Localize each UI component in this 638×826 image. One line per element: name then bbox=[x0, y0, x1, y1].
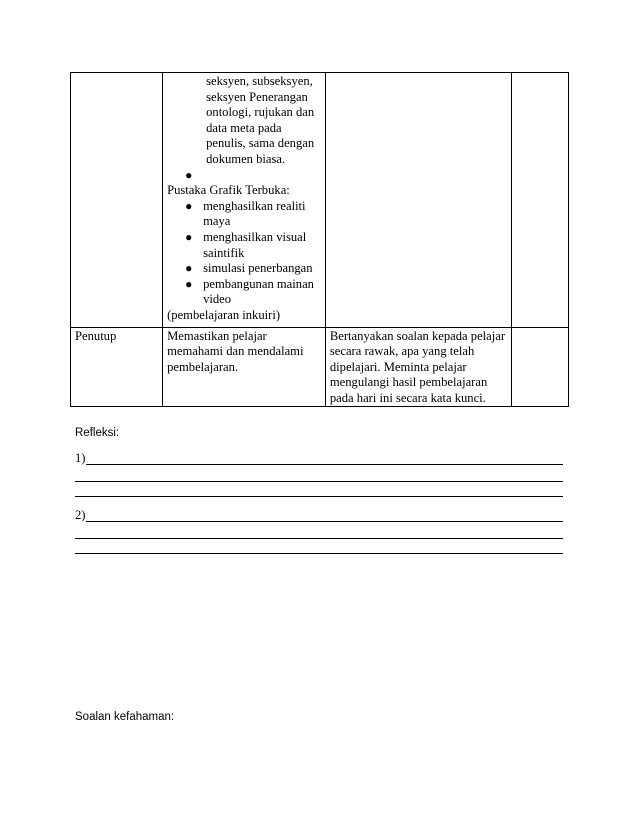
bullet-icon: ● bbox=[185, 198, 193, 213]
reflection-item-1 bbox=[75, 451, 563, 467]
bullet-icon: ● bbox=[185, 167, 193, 182]
list-item bbox=[167, 261, 321, 277]
answer-line bbox=[75, 496, 563, 497]
list-item-text: pembangunan mainan video bbox=[203, 276, 314, 307]
list-item bbox=[167, 168, 321, 184]
teacher-activity-cell: Memastikan pelajar memahami dan mendalami pembelajaran. bbox=[163, 327, 326, 407]
answer-line bbox=[75, 538, 563, 539]
list-item-text: menghasilkan realiti maya bbox=[203, 198, 306, 229]
stage-cell bbox=[71, 73, 163, 328]
bullet-icon: ● bbox=[185, 261, 193, 276]
student-activity-cell: Bertanyakan soalan kepada pelajar secara rawak, apa yang telah dipelajari. Meminta pelajar mengulangi hasil pembelajaran pada hari ini secara kata kunci. bbox=[325, 327, 511, 407]
list-item bbox=[167, 199, 321, 230]
reflection-number: 2) bbox=[75, 508, 86, 523]
answer-line bbox=[86, 508, 564, 522]
answer-line bbox=[75, 553, 563, 554]
teacher-activity-cell bbox=[163, 73, 326, 328]
resource-footer: (pembelajaran inkuiri) bbox=[167, 307, 281, 322]
resource-heading: Pustaka Grafik Terbuka: bbox=[167, 183, 290, 198]
table-row bbox=[71, 73, 569, 328]
list-item bbox=[167, 230, 321, 261]
list-item bbox=[167, 277, 321, 308]
student-activity-cell bbox=[325, 73, 511, 328]
answer-line bbox=[75, 481, 563, 482]
notes-cell bbox=[512, 327, 569, 407]
notes-cell bbox=[512, 73, 569, 328]
reflection-number: 1) bbox=[75, 451, 86, 466]
lesson-plan-table bbox=[70, 72, 569, 407]
comprehension-label: Soalan kefahaman: bbox=[75, 711, 175, 723]
stage-cell: Penutup bbox=[71, 327, 163, 407]
list-item-text: menghasilkan visual saintifik bbox=[203, 229, 307, 260]
table-row bbox=[71, 327, 569, 407]
reflection-label: Refleksi: bbox=[75, 427, 120, 439]
reflection-item-2 bbox=[75, 508, 563, 524]
resource-description: seksyen, subseksyen, seksyen Penerangan ontologi, rujukan dan data meta pada penulis, sama dengan dokumen biasa. bbox=[206, 74, 315, 166]
bullet-icon: ● bbox=[185, 276, 193, 291]
bullet-icon: ● bbox=[185, 229, 193, 244]
list-item-text: simulasi penerbangan bbox=[203, 261, 313, 276]
answer-line bbox=[86, 451, 564, 465]
